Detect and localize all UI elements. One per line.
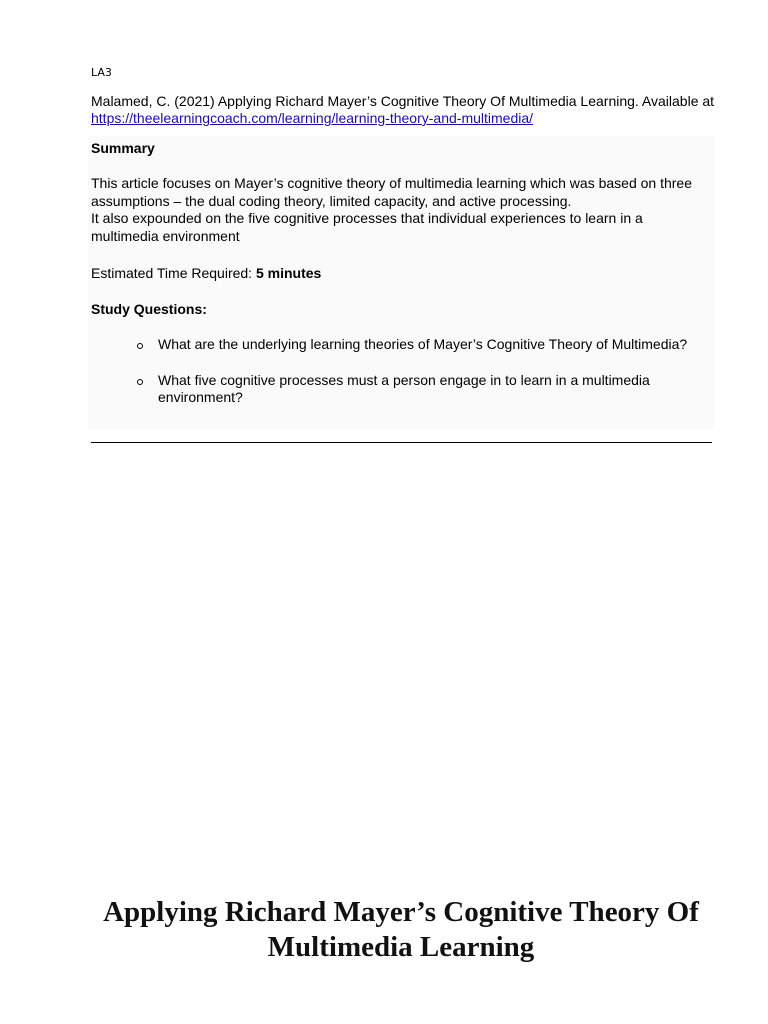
estimated-time <box>91 265 321 282</box>
estimated-time-label: Estimated Time Required: <box>91 265 256 281</box>
question-text: What are the underlying learning theories of Mayer’s Cognitive Theory of Multimedia? <box>158 336 688 352</box>
summary-paragraph-2: It also expounded on the five cognitive processes that individual experiences to learn in a multimedia environment <box>91 210 643 244</box>
study-questions-heading: Study Questions: <box>91 301 207 317</box>
summary-text <box>91 175 711 245</box>
horizontal-divider <box>91 442 712 443</box>
question-text: What five cognitive processes must a person engage in to learn in a multimedia environment? <box>158 371 650 405</box>
summary-paragraph-1: This article focuses on Mayer’s cognitive theory of multimedia learning which was based on three assumptions – the dual coding theory, limited capacity, and active processing. <box>91 175 693 209</box>
citation <box>91 93 716 127</box>
document-id-label: LA3 <box>91 66 112 79</box>
list-item <box>91 372 711 407</box>
list-item <box>91 336 711 354</box>
citation-link[interactable]: https://theelearningcoach.com/learning/learning-theory-and-multimedia/ <box>91 110 534 126</box>
estimated-time-value: 5 minutes <box>255 265 322 281</box>
summary-heading: Summary <box>91 140 155 156</box>
circle-bullet-icon <box>137 379 143 385</box>
page-title: Applying Richard Mayer’s Cognitive Theory Of Multimedia Learning <box>103 896 699 963</box>
study-questions-list <box>91 336 711 425</box>
citation-text: Malamed, C. (2021) Applying Richard Mayer’s Cognitive Theory Of Multimedia Learning. Available at <box>91 93 715 109</box>
circle-bullet-icon <box>137 343 143 349</box>
